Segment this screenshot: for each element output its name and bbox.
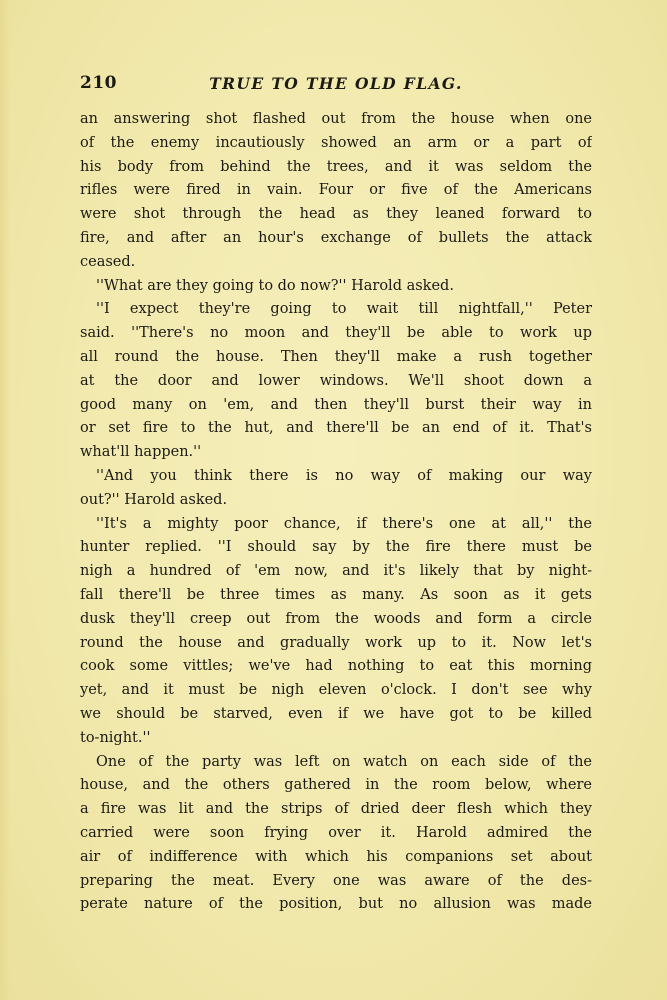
text-line: what'll happen.'': [80, 444, 202, 461]
text-line: ceased.: [80, 253, 136, 270]
text-line: ''And you think there is no way of making our way: [96, 467, 592, 484]
text-line: air of indifference with which his companions set about: [80, 848, 592, 865]
text-line: all round the house. Then they'll make a rush together: [80, 348, 592, 365]
running-head: [80, 73, 592, 97]
body-text: [80, 108, 592, 917]
text-line: carried were soon frying over it. Harold admired the: [80, 824, 592, 841]
text-line: fall there'll be three times as many. As soon as it gets: [80, 586, 592, 603]
text-line: perate nature of the position, but no allusion was made: [80, 896, 592, 913]
running-title: TRUE TO THE OLD FLAG.: [209, 74, 463, 93]
text-line: fire, and after an hour's exchange of bullets the attack: [80, 229, 592, 246]
text-line: rifles were fired in vain. Four or five of the Americans: [80, 182, 592, 199]
text-line: house, and the others gathered in the room below, where: [80, 777, 592, 794]
text-line: hunter replied. ''I should say by the fire there must be: [80, 539, 592, 556]
text-line: yet, and it must be nigh eleven o'clock. I don't see why: [80, 682, 592, 699]
text-line: out?'' Harold asked.: [80, 491, 228, 508]
text-line: we should be starved, even if we have got to be killed: [80, 705, 592, 722]
text-line: a fire was lit and the strips of dried deer flesh which they: [80, 801, 592, 818]
text-line: or set fire to the hut, and there'll be an end of it. That's: [80, 420, 592, 437]
text-line: good many on 'em, and then they'll burst their way in: [80, 396, 592, 413]
text-line: round the house and gradually work up to it. Now let's: [80, 634, 592, 651]
text-line: his body from behind the trees, and it was seldom the: [80, 158, 592, 175]
text-line: ''What are they going to do now?'' Harold asked.: [96, 277, 454, 294]
text-line: said. ''There's no moon and they'll be able to work up: [80, 325, 592, 342]
text-line: One of the party was left on watch on each side of the: [96, 753, 592, 770]
text-line: an answering shot flashed out from the house when one: [80, 111, 592, 127]
text-line: were shot through the head as they leaned forward to: [80, 206, 592, 223]
page-number: 210: [80, 73, 117, 93]
text-line: dusk they'll creep out from the woods and form a circle: [80, 610, 592, 627]
text-line: ''It's a mighty poor chance, if there's one at all,'' the: [96, 515, 592, 532]
text-line: cook some vittles; we've had nothing to eat this morning: [80, 658, 592, 675]
text-line: to-night.'': [80, 729, 151, 746]
page-edge-shadow: [0, 0, 10, 1000]
text-line: at the door and lower windows. We'll shoot down a: [80, 372, 592, 389]
text-line: nigh a hundred of 'em now, and it's likely that by night-: [80, 563, 592, 580]
text-line: preparing the meat. Every one was aware of the des-: [80, 872, 592, 889]
text-line: ''I expect they're going to wait till nightfall,'' Peter: [96, 301, 592, 318]
text-line: of the enemy incautiously showed an arm or a part of: [80, 134, 592, 151]
